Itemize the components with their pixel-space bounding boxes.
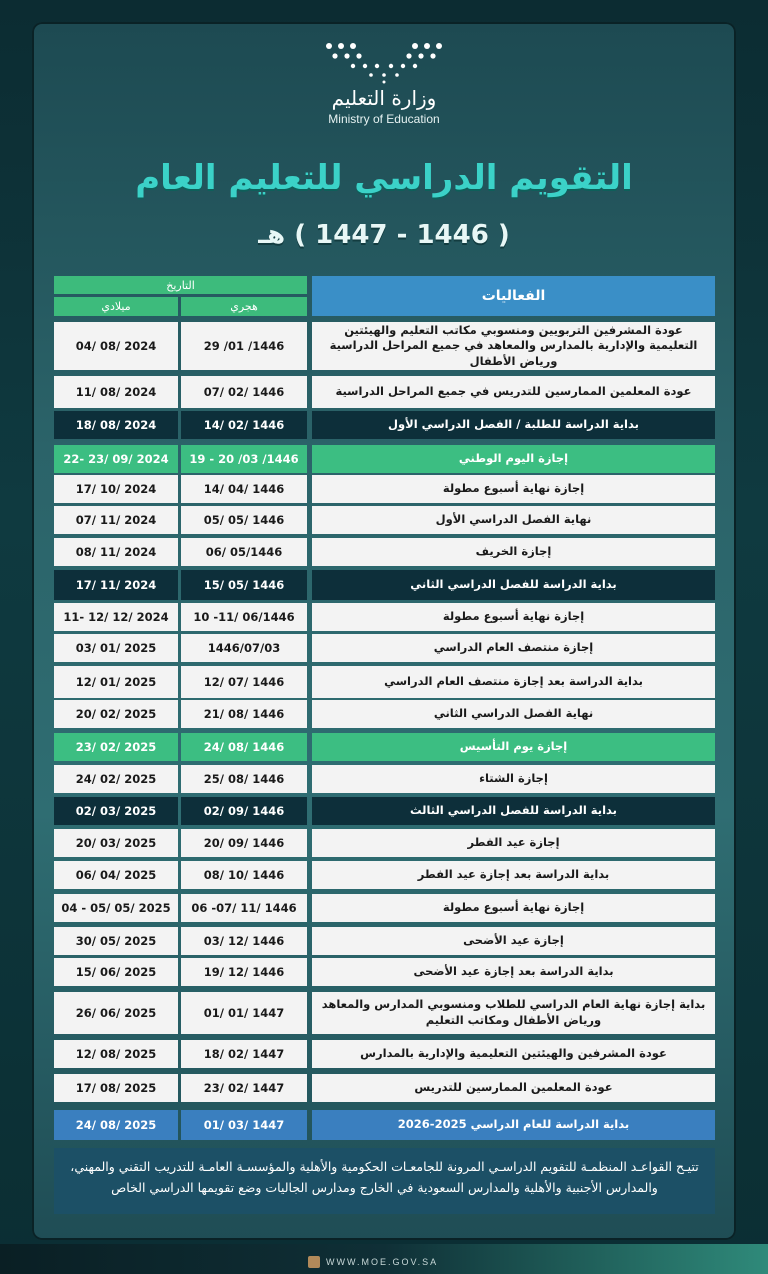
event-cell: عودة المعلمين الممارسين للتدريس في جميع المراحل الدراسية bbox=[312, 376, 715, 408]
event-cell: نهاية الفصل الدراسي الثاني bbox=[312, 700, 715, 728]
event-cell: بداية الدراسة بعد إجازة عيد الأضحى bbox=[312, 958, 715, 986]
table-row bbox=[0, 634, 768, 662]
event-cell: إجازة يوم التأسيس bbox=[312, 733, 715, 761]
table-row bbox=[0, 322, 768, 370]
event-cell: عودة المشرفين والهيئتين التعليمية والإدارية بالمدارس bbox=[312, 1040, 715, 1068]
ministry-name-ar: وزارة التعليم bbox=[331, 86, 437, 110]
gregorian-date-cell: 11- 12/ 12/ 2024 bbox=[54, 603, 178, 631]
header-date: التاريخ bbox=[54, 276, 307, 294]
table-row bbox=[0, 1040, 768, 1068]
hijri-date-cell: 06 -07/ 11/ 1446 bbox=[181, 894, 307, 922]
event-cell: إجازة عيد الأضحى bbox=[312, 927, 715, 955]
event-cell: بداية الدراسة للعام الدراسي 2025-2026 bbox=[312, 1110, 715, 1140]
event-cell: إجازة نهاية أسبوع مطولة bbox=[312, 603, 715, 631]
hijri-date-cell: 29 /01 /1446 bbox=[181, 322, 307, 370]
hijri-date-cell: 20/ 09/ 1446 bbox=[181, 829, 307, 857]
gregorian-date-cell: 12/ 08/ 2025 bbox=[54, 1040, 178, 1068]
gregorian-date-cell: 04 - 05/ 05/ 2025 bbox=[54, 894, 178, 922]
hijri-date-cell: 06/ 05/1446 bbox=[181, 538, 307, 566]
gregorian-date-cell: 30/ 05/ 2025 bbox=[54, 927, 178, 955]
hijri-date-cell: 21/ 08/ 1446 bbox=[181, 700, 307, 728]
footnote: تتيـح القواعـد المنظمـة للتقويم الدراسـي المرونة للجامعـات الحكومية والأهلية والمؤسسـة العامـة للتدريب التقني والمهني، والمدارس الأجنبية والأهلية والمدارس السعودية في الخارج ومدارس الجاليات وضع تقويمها الدراسي الخاص bbox=[54, 1148, 715, 1214]
table-row bbox=[0, 797, 768, 825]
ministry-name-en: Ministry of Education bbox=[328, 112, 440, 126]
event-cell: إجازة عيد الفطر bbox=[312, 829, 715, 857]
moe-small-logo-icon bbox=[308, 1256, 320, 1268]
hijri-date-cell: 14/ 04/ 1446 bbox=[181, 475, 307, 503]
gregorian-date-cell: 20/ 02/ 2025 bbox=[54, 700, 178, 728]
event-cell: بداية الدراسة للفصل الدراسي الثالث bbox=[312, 797, 715, 825]
gregorian-date-cell: 20/ 03/ 2025 bbox=[54, 829, 178, 857]
event-cell: بداية إجازة نهاية العام الدراسي للطلاب ومنسوبي المدارس والمعاهد ورياض الأطفال ومكاتب التعليم bbox=[312, 992, 715, 1034]
hijri-date-cell: 01/ 03/ 1447 bbox=[181, 1110, 307, 1140]
table-row bbox=[0, 506, 768, 534]
event-cell: عودة المشرفين التربويين ومنسوبي مكاتب التعليم والهيئتين التعليمية والإدارية بالمدارس والمعاهد في جميع المراحل الدراسية ورياض الأطفال bbox=[312, 322, 715, 370]
event-cell: بداية الدراسة بعد إجازة منتصف العام الدراسي bbox=[312, 666, 715, 698]
hijri-date-cell: 03/ 12/ 1446 bbox=[181, 927, 307, 955]
gregorian-date-cell: 03/ 01/ 2025 bbox=[54, 634, 178, 662]
page-subtitle: ( 1446 - 1447 ) هـ bbox=[258, 220, 510, 250]
header-hijri: هجري bbox=[181, 297, 307, 316]
table-row bbox=[0, 700, 768, 728]
table-row bbox=[0, 861, 768, 889]
hijri-date-cell: 01/ 01/ 1447 bbox=[181, 992, 307, 1034]
gregorian-date-cell: 08/ 11/ 2024 bbox=[54, 538, 178, 566]
hijri-date-cell: 14/ 02/ 1446 bbox=[181, 411, 307, 439]
hijri-date-cell: 15/ 05/ 1446 bbox=[181, 570, 307, 600]
event-cell: بداية الدراسة للطلبة / الفصل الدراسي الأول bbox=[312, 411, 715, 439]
table-row bbox=[0, 538, 768, 566]
table-row bbox=[0, 445, 768, 473]
event-cell: بداية الدراسة للفصل الدراسي الثاني bbox=[312, 570, 715, 600]
event-cell: إجازة اليوم الوطني bbox=[312, 445, 715, 473]
table-row bbox=[0, 765, 768, 793]
hijri-date-cell: 23/ 02/ 1447 bbox=[181, 1074, 307, 1102]
footer bbox=[308, 1254, 468, 1270]
hijri-date-cell: 19/ 12/ 1446 bbox=[181, 958, 307, 986]
hijri-date-cell: 24/ 08/ 1446 bbox=[181, 733, 307, 761]
table-row bbox=[0, 666, 768, 698]
header-gregorian: ميلادي bbox=[54, 297, 178, 316]
gregorian-date-cell: 02/ 03/ 2025 bbox=[54, 797, 178, 825]
event-cell: إجازة الشتاء bbox=[312, 765, 715, 793]
gregorian-date-cell: 15/ 06/ 2025 bbox=[54, 958, 178, 986]
gregorian-date-cell: 11/ 08/ 2024 bbox=[54, 376, 178, 408]
hijri-date-cell: 1446/07/03 bbox=[181, 634, 307, 662]
table-row bbox=[0, 733, 768, 761]
hijri-date-cell: 12/ 07/ 1446 bbox=[181, 666, 307, 698]
gregorian-date-cell: 22- 23/ 09/ 2024 bbox=[54, 445, 178, 473]
hijri-date-cell: 18/ 02/ 1447 bbox=[181, 1040, 307, 1068]
event-cell: بداية الدراسة بعد إجازة عيد الفطر bbox=[312, 861, 715, 889]
hijri-date-cell: 10 -11/ 06/1446 bbox=[181, 603, 307, 631]
hijri-date-cell: 19 - 20 /03 /1446 bbox=[181, 445, 307, 473]
gregorian-date-cell: 12/ 01/ 2025 bbox=[54, 666, 178, 698]
table-row bbox=[0, 603, 768, 631]
table-row bbox=[0, 894, 768, 922]
hijri-date-cell: 02/ 09/ 1446 bbox=[181, 797, 307, 825]
gregorian-date-cell: 06/ 04/ 2025 bbox=[54, 861, 178, 889]
header-events: الفعاليات bbox=[312, 276, 715, 316]
event-cell: إجازة نهاية أسبوع مطولة bbox=[312, 475, 715, 503]
gregorian-date-cell: 24/ 02/ 2025 bbox=[54, 765, 178, 793]
gregorian-date-cell: 18/ 08/ 2024 bbox=[54, 411, 178, 439]
table-row bbox=[0, 570, 768, 600]
footer-url[interactable]: WWW.MOE.GOV.SA bbox=[326, 1257, 439, 1267]
event-cell: عودة المعلمين الممارسين للتدريس bbox=[312, 1074, 715, 1102]
table-row bbox=[0, 829, 768, 857]
gregorian-date-cell: 07/ 11/ 2024 bbox=[54, 506, 178, 534]
event-cell: نهاية الفصل الدراسي الأول bbox=[312, 506, 715, 534]
gregorian-date-cell: 23/ 02/ 2025 bbox=[54, 733, 178, 761]
gregorian-date-cell: 17/ 10/ 2024 bbox=[54, 475, 178, 503]
hijri-date-cell: 05/ 05/ 1446 bbox=[181, 506, 307, 534]
event-cell: إجازة نهاية أسبوع مطولة bbox=[312, 894, 715, 922]
gregorian-date-cell: 17/ 08/ 2025 bbox=[54, 1074, 178, 1102]
table-row bbox=[0, 411, 768, 439]
table-row bbox=[0, 1110, 768, 1140]
table-row bbox=[0, 475, 768, 503]
hijri-date-cell: 08/ 10/ 1446 bbox=[181, 861, 307, 889]
event-cell: إجازة منتصف العام الدراسي bbox=[312, 634, 715, 662]
gregorian-date-cell: 04/ 08/ 2024 bbox=[54, 322, 178, 370]
table-row bbox=[0, 1074, 768, 1102]
table-row bbox=[0, 376, 768, 408]
hijri-date-cell: 25/ 08/ 1446 bbox=[181, 765, 307, 793]
event-cell: إجازة الخريف bbox=[312, 538, 715, 566]
table-row bbox=[0, 992, 768, 1034]
page-title: التقويم الدراسي للتعليم العام bbox=[135, 158, 633, 198]
gregorian-date-cell: 17/ 11/ 2024 bbox=[54, 570, 178, 600]
gregorian-date-cell: 26/ 06/ 2025 bbox=[54, 992, 178, 1034]
hijri-date-cell: 07/ 02/ 1446 bbox=[181, 376, 307, 408]
table-row bbox=[0, 958, 768, 986]
gregorian-date-cell: 24/ 08/ 2025 bbox=[54, 1110, 178, 1140]
table-row bbox=[0, 927, 768, 955]
